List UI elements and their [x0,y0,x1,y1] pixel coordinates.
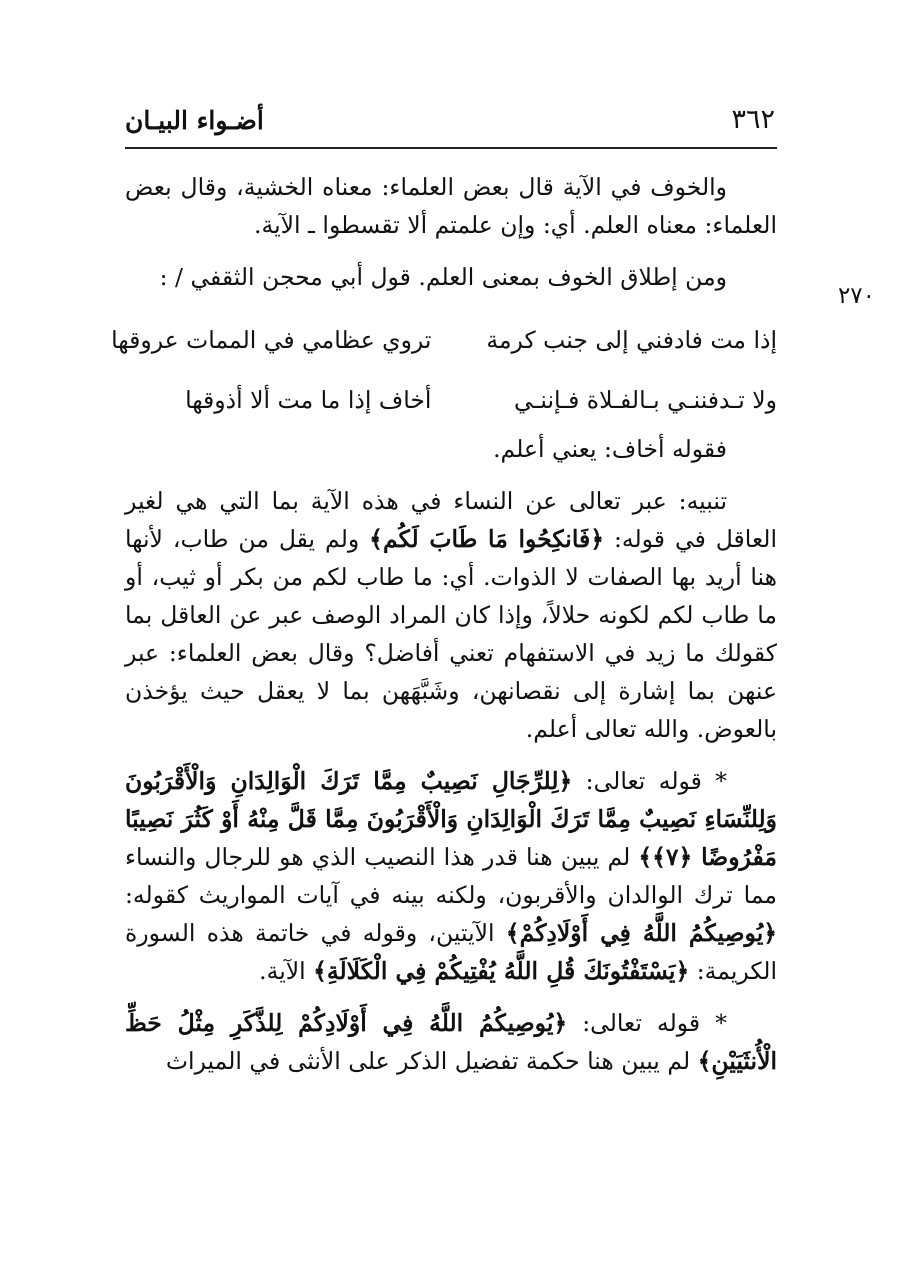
text: ولم يقل من طاب، لأنها هنا أريد بها الصفات لا الذوات. أي: ما طاب لكم من بكر أو ثيب، أو ما طاب لكم لكونه حلالاً، وإذا كان المراد الوصف عبر عن العاقل بما كقولك ما زيد في الاستفهام تعني أفاضل؟ وقال بعض العلماء: عبر عنهن بما إشارة إلى نقصانهن، وشَبَّهَهن بما لا يعقل حيث يؤخذن بالعوض. والله تعالى أعلم. [125,525,777,743]
page-number: ٣٦٢ [731,104,775,135]
paragraph [125,762,777,990]
poem-hemistich-second: أخاف إذا ما مت ألا أذوقها [185,386,432,414]
poem-line [111,310,777,370]
quran-quote: ﴿فَانكِحُوا مَا طَابَ لَكُم﴾ [369,525,604,553]
header-rule [125,147,777,149]
book-title: أضـواء البيـان [125,106,264,135]
quran-quote: ﴿يُوصِيكُمُ اللَّهُ فِي أَوْلَادِكُمْ﴾ [505,919,777,947]
text: تنبيه: عبر تعالى عن النساء في هذه الآية بما التي هي لغير العاقل في قوله: [125,487,777,553]
poem-hemistich-first: ولا تـدفننـي بـالفـلاة فـإننـي [513,386,777,414]
text: * قوله تعالى: [572,767,727,795]
paragraph: فقوله أخاف: يعني أعلم. [493,435,727,463]
text: * قوله تعالى: [567,1009,728,1037]
text: لم يبين هنا حكمة تفضيل الذكر على الأنثى في الميراث [165,1047,698,1075]
quran-quote: ﴿يَسْتَفْتُونَكَ قُلِ اللَّهُ يُفْتِيكُمْ فِي الْكَلَالَةِ﴾ [313,957,690,985]
text: الآية. [259,957,314,985]
quran-quote: ﴿لِلرِّجَالِ نَصِيبٌ مِمَّا تَرَكَ الْوَالِدَانِ وَالْأَقْرَبُونَ وَلِلنِّسَاءِ نَصِيبٌ مِمَّا تَرَكَ الْوَالِدَانِ وَالْأَقْرَبُونَ مِمَّا قَلَّ مِنْهُ أَوْ كَثُرَ نَصِيبًا مَفْرُوضًا ﴿٧﴾﴾ [125,767,777,871]
quran-quote: ﴿يُوصِيكُمُ اللَّهُ فِي أَوْلَادِكُمْ لِلذَّكَرِ مِثْلُ حَظِّ الْأُنثَيَيْنِ﴾ [125,1009,777,1075]
text: لم يبين هنا قدر هذا النصيب الذي هو للرجال والنساء مما ترك الوالدان والأقربون، ولكنه بينه في آيات المواريث كقوله: [125,843,777,909]
text: الآيتين، وقوله في خاتمة هذه السورة الكريمة: [125,919,777,985]
poem-hemistich-first: إذا مت فادفني إلى جنب كرمة [486,326,777,354]
margin-page-number: ٢٧٠ [837,283,875,309]
poem-hemistich-second: تروي عظامي في الممات عروقها [111,326,432,354]
page-header [125,104,775,144]
paragraph [125,482,777,748]
paragraph [125,1004,777,1080]
paragraph: والخوف في الآية قال بعض العلماء: معناه الخشية، وقال بعض العلماء: معناه العلم. أي: وإن علمتم ألا تقسطوا ـ الآية. [125,173,777,239]
paragraph: ومن إطلاق الخوف بمعنى العلم. قول أبي محجن الثقفي / : [159,263,727,291]
page-body [111,168,777,1080]
poem-line [125,370,777,430]
